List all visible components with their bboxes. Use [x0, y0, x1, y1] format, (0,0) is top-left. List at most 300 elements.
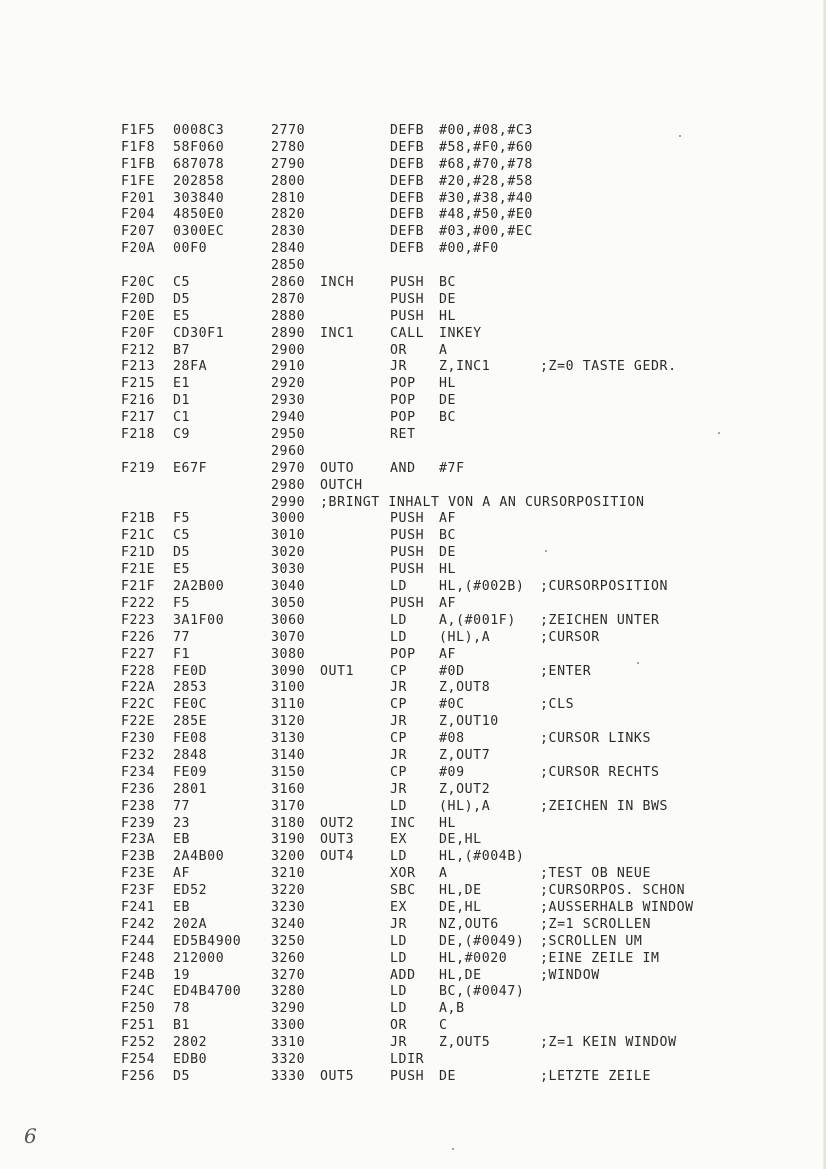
listing-row: [121, 1069, 731, 1086]
listing-row: [121, 1052, 731, 1069]
operands: #09: [439, 764, 465, 780]
mnemonic: DEFB: [390, 224, 425, 240]
operands: (HL),A: [439, 629, 491, 645]
hex-code: 303840: [173, 190, 225, 206]
operands: BC: [439, 528, 457, 544]
hex-code: E5: [173, 308, 191, 324]
line-number: 2950: [271, 427, 306, 443]
listing-row: [121, 866, 731, 883]
line-number: 2890: [271, 325, 306, 341]
address: F23F: [121, 883, 156, 899]
operands: INKEY: [439, 325, 482, 341]
line-number: 2810: [271, 190, 306, 206]
hex-code: 2A2B00: [173, 579, 225, 595]
mnemonic: LD: [390, 849, 408, 865]
line-number: 3160: [271, 781, 306, 797]
listing-row: [121, 461, 731, 478]
mnemonic: PUSH: [390, 562, 425, 578]
mnemonic: POP: [390, 410, 416, 426]
mnemonic: DEFB: [390, 139, 425, 155]
address: F215: [121, 376, 156, 392]
line-number: 3010: [271, 528, 306, 544]
listing-row: [121, 731, 731, 748]
operands: HL,(#002B): [439, 579, 525, 595]
listing-row: [121, 647, 731, 664]
operands: #0C: [439, 697, 465, 713]
mnemonic: LD: [390, 798, 408, 814]
address: F239: [121, 815, 156, 831]
address: F207: [121, 224, 156, 240]
hex-code: C5: [173, 528, 191, 544]
mnemonic: LD: [390, 984, 408, 1000]
line-number: 3130: [271, 731, 306, 747]
line-number: 3070: [271, 629, 306, 645]
line-number: 3120: [271, 714, 306, 730]
line-number: 3080: [271, 646, 306, 662]
address: F232: [121, 747, 156, 763]
line-number: 3250: [271, 933, 306, 949]
listing-row: [121, 782, 731, 799]
comment: ;Z=1 SCROLLEN: [540, 916, 652, 932]
line-number: 3240: [271, 916, 306, 932]
line-number: 2820: [271, 207, 306, 223]
operands: DE: [439, 291, 457, 307]
line-number: 3110: [271, 697, 306, 713]
listing-row: [121, 917, 731, 934]
mnemonic: OR: [390, 1018, 408, 1034]
listing-row: [121, 174, 731, 191]
address: F230: [121, 731, 156, 747]
hex-code: E67F: [173, 460, 208, 476]
address: F212: [121, 342, 156, 358]
assembler-listing: [121, 123, 731, 1086]
mnemonic: JR: [390, 714, 408, 730]
listing-row: [121, 883, 731, 900]
address: F241: [121, 899, 156, 915]
hex-code: ED52: [173, 883, 208, 899]
operands: Z,INC1: [439, 359, 491, 375]
listing-row: [121, 832, 731, 849]
mnemonic: PUSH: [390, 1068, 425, 1084]
address: F223: [121, 612, 156, 628]
hex-code: 4850E0: [173, 207, 225, 223]
mnemonic: LD: [390, 579, 408, 595]
listing-row: [121, 545, 731, 562]
listing-row: [121, 376, 731, 393]
mnemonic: PUSH: [390, 308, 425, 324]
comment: ;Z=0 TASTE GEDR.: [540, 359, 677, 375]
line-number: 3290: [271, 1001, 306, 1017]
operands: DE: [439, 545, 457, 561]
listing-row: [121, 292, 731, 309]
listing-row: [121, 275, 731, 292]
label: INC1: [320, 325, 355, 341]
hex-code: 19: [173, 967, 191, 983]
address: F21E: [121, 562, 156, 578]
hex-code: 58F060: [173, 139, 225, 155]
mnemonic: LD: [390, 612, 408, 628]
operands: #30,#38,#40: [439, 190, 533, 206]
hex-code: 28FA: [173, 359, 208, 375]
listing-row: [121, 680, 731, 697]
line-number: 3190: [271, 832, 306, 848]
mnemonic: DEFB: [390, 207, 425, 223]
address: F251: [121, 1018, 156, 1034]
operands: A,B: [439, 1001, 465, 1017]
comment: ;CURSORPOS. SCHON: [540, 883, 686, 899]
line-number: 2840: [271, 241, 306, 257]
mnemonic: PUSH: [390, 528, 425, 544]
address: F1FB: [121, 156, 156, 172]
address: F22C: [121, 697, 156, 713]
hex-code: 77: [173, 629, 191, 645]
listing-row: [121, 207, 731, 224]
address: F23B: [121, 849, 156, 865]
operands: BC,(#0047): [439, 984, 525, 1000]
hex-code: D5: [173, 291, 191, 307]
listing-row: [121, 224, 731, 241]
listing-row: [121, 326, 731, 343]
line-number: 2850: [271, 258, 306, 274]
operands: HL: [439, 815, 457, 831]
line-number: 3230: [271, 899, 306, 915]
mnemonic: SBC: [390, 883, 416, 899]
listing-row: [121, 664, 731, 681]
operands: #00,#F0: [439, 241, 499, 257]
comment: ;WINDOW: [540, 967, 600, 983]
operands: #68,#70,#78: [439, 156, 533, 172]
listing-row: [121, 765, 731, 782]
operands: HL: [439, 562, 457, 578]
listing-row: [121, 984, 731, 1001]
line-number: 2790: [271, 156, 306, 172]
mnemonic: LD: [390, 1001, 408, 1017]
hex-code: 202858: [173, 173, 225, 189]
operands: HL,DE: [439, 883, 482, 899]
line-number: 3200: [271, 849, 306, 865]
address: F222: [121, 595, 156, 611]
line-number: 3100: [271, 680, 306, 696]
address: F216: [121, 393, 156, 409]
operands: DE: [439, 1068, 457, 1084]
line-number: 2900: [271, 342, 306, 358]
comment: ;AUSSERHALB WINDOW: [540, 899, 694, 915]
hex-code: E1: [173, 376, 191, 392]
line-number: 2860: [271, 275, 306, 291]
line-number: 3180: [271, 815, 306, 831]
mnemonic: CP: [390, 697, 408, 713]
comment: ;ZEICHEN IN BWS: [540, 798, 669, 814]
hex-code: CD30F1: [173, 325, 225, 341]
hex-code: 212000: [173, 950, 225, 966]
mnemonic: POP: [390, 646, 416, 662]
operands: HL,(#004B): [439, 849, 525, 865]
hex-code: 285E: [173, 714, 208, 730]
comment: ;CURSOR RECHTS: [540, 764, 660, 780]
listing-row: [121, 816, 731, 833]
line-number: 3060: [271, 612, 306, 628]
mnemonic: DEFB: [390, 123, 425, 138]
mnemonic: LD: [390, 629, 408, 645]
listing-row: [121, 410, 731, 427]
hex-code: 3A1F00: [173, 612, 225, 628]
hex-code: B7: [173, 342, 191, 358]
address: F23A: [121, 832, 156, 848]
label: OUT4: [320, 849, 355, 865]
comment: ;EINE ZEILE IM: [540, 950, 660, 966]
line-number: 2870: [271, 291, 306, 307]
listing-row: [121, 613, 731, 630]
mnemonic: PUSH: [390, 545, 425, 561]
mnemonic: POP: [390, 376, 416, 392]
address: F244: [121, 933, 156, 949]
operands: NZ,OUT6: [439, 916, 499, 932]
line-number: 2980: [271, 477, 306, 493]
line-number: 3150: [271, 764, 306, 780]
hex-code: 0300EC: [173, 224, 225, 240]
operands: A: [439, 866, 448, 882]
line-number: 3030: [271, 562, 306, 578]
hex-code: ED5B4900: [173, 933, 242, 949]
comment: ;CURSORPOSITION: [540, 579, 669, 595]
hex-code: D5: [173, 1068, 191, 1084]
address: F228: [121, 663, 156, 679]
address: F219: [121, 460, 156, 476]
mnemonic: JR: [390, 1035, 408, 1051]
line-number: 3210: [271, 866, 306, 882]
operands: HL,DE: [439, 967, 482, 983]
comment: ;ENTER: [540, 663, 592, 679]
listing-row: [121, 495, 731, 512]
line-number: 3320: [271, 1051, 306, 1067]
address: F217: [121, 410, 156, 426]
label: OUT3: [320, 832, 355, 848]
listing-row: [121, 427, 731, 444]
operands: A,(#001F): [439, 612, 516, 628]
operands: DE,HL: [439, 832, 482, 848]
operands: HL: [439, 376, 457, 392]
operands: #48,#50,#E0: [439, 207, 533, 223]
hex-code: FE08: [173, 731, 208, 747]
mnemonic: OR: [390, 342, 408, 358]
listing-row: [121, 697, 731, 714]
address: F1FE: [121, 173, 156, 189]
listing-row: [121, 968, 731, 985]
mnemonic: DEFB: [390, 156, 425, 172]
mnemonic: CP: [390, 731, 408, 747]
line-number: 2960: [271, 443, 306, 459]
listing-row: [121, 630, 731, 647]
mnemonic: LDIR: [390, 1051, 425, 1067]
mnemonic: DEFB: [390, 190, 425, 206]
listing-row: [121, 579, 731, 596]
address: F20F: [121, 325, 156, 341]
operands: Z,OUT10: [439, 714, 499, 730]
line-number: 3020: [271, 545, 306, 561]
listing-row: [121, 714, 731, 731]
listing-row: [121, 241, 731, 258]
operands: Z,OUT8: [439, 680, 491, 696]
address: F248: [121, 950, 156, 966]
label: OUTCH: [320, 477, 363, 493]
operands: #7F: [439, 460, 465, 476]
address: F20C: [121, 275, 156, 291]
line-number: 2990: [271, 494, 306, 510]
operands: BC: [439, 410, 457, 426]
hex-code: 687078: [173, 156, 225, 172]
line-number: 3090: [271, 663, 306, 679]
hex-code: EB: [173, 832, 191, 848]
line-number: 3260: [271, 950, 306, 966]
listing-row: [121, 849, 731, 866]
listing-row: [121, 1018, 731, 1035]
operands: AF: [439, 595, 457, 611]
mnemonic: PUSH: [390, 275, 425, 291]
listing-row: [121, 123, 731, 140]
operands: HL,#0020: [439, 950, 508, 966]
mnemonic: EX: [390, 832, 408, 848]
address: F250: [121, 1001, 156, 1017]
line-number: 3330: [271, 1068, 306, 1084]
paper-speck: [679, 135, 681, 137]
listing-row: [121, 799, 731, 816]
address: F242: [121, 916, 156, 932]
mnemonic: JR: [390, 747, 408, 763]
listing-row: [121, 359, 731, 376]
paper-speck: [718, 432, 720, 434]
listing-row: [121, 748, 731, 765]
comment: ;Z=1 KEIN WINDOW: [540, 1035, 677, 1051]
line-number: 3300: [271, 1018, 306, 1034]
hex-code: C9: [173, 427, 191, 443]
listing-row: [121, 258, 731, 275]
paper-speck: [545, 550, 547, 552]
hex-code: EB: [173, 899, 191, 915]
page-number: 6: [24, 1124, 37, 1148]
address: F24B: [121, 967, 156, 983]
comment: ;CURSOR LINKS: [540, 731, 652, 747]
operands: BC: [439, 275, 457, 291]
listing-row: [121, 1035, 731, 1052]
operands: Z,OUT2: [439, 781, 491, 797]
operands: DE,HL: [439, 899, 482, 915]
operands: AF: [439, 646, 457, 662]
operands: #20,#28,#58: [439, 173, 533, 189]
line-number: 2910: [271, 359, 306, 375]
listing-row: [121, 140, 731, 157]
address: F234: [121, 764, 156, 780]
mnemonic: JR: [390, 680, 408, 696]
address: F1F8: [121, 139, 156, 155]
hex-code: B1: [173, 1018, 191, 1034]
comment-line: ;BRINGT INHALT VON A AN CURSORPOSITION: [320, 494, 645, 510]
mnemonic: PUSH: [390, 291, 425, 307]
operands: DE,(#0049): [439, 933, 525, 949]
hex-code: 2853: [173, 680, 208, 696]
listing-row: [121, 309, 731, 326]
mnemonic: LD: [390, 933, 408, 949]
mnemonic: CP: [390, 663, 408, 679]
line-number: 2880: [271, 308, 306, 324]
operands: #03,#00,#EC: [439, 224, 533, 240]
comment: ;TEST OB NEUE: [540, 866, 652, 882]
hex-code: 78: [173, 1001, 191, 1017]
label: INCH: [320, 275, 355, 291]
mnemonic: JR: [390, 916, 408, 932]
hex-code: F1: [173, 646, 191, 662]
mnemonic: POP: [390, 393, 416, 409]
comment: ;ZEICHEN UNTER: [540, 612, 660, 628]
line-number: 3310: [271, 1035, 306, 1051]
address: F204: [121, 207, 156, 223]
operands: #08: [439, 731, 465, 747]
operands: #00,#08,#C3: [439, 123, 533, 138]
paper-speck: [452, 1148, 454, 1150]
line-number: 2970: [271, 460, 306, 476]
line-number: 2770: [271, 123, 306, 138]
operands: HL: [439, 308, 457, 324]
hex-code: 2802: [173, 1035, 208, 1051]
hex-code: FE09: [173, 764, 208, 780]
mnemonic: CP: [390, 764, 408, 780]
listing-row: [121, 511, 731, 528]
listing-row: [121, 343, 731, 360]
hex-code: 00F0: [173, 241, 208, 257]
listing-row: [121, 562, 731, 579]
hex-code: FE0D: [173, 663, 208, 679]
listing-row: [121, 528, 731, 545]
address: F21B: [121, 511, 156, 527]
label: OUTO: [320, 460, 355, 476]
line-number: 2800: [271, 173, 306, 189]
hex-code: 23: [173, 815, 191, 831]
operands: #58,#F0,#60: [439, 139, 533, 155]
hex-code: 0008C3: [173, 123, 225, 138]
comment: ;LETZTE ZEILE: [540, 1068, 652, 1084]
line-number: 3140: [271, 747, 306, 763]
line-number: 3050: [271, 595, 306, 611]
line-number: 3270: [271, 967, 306, 983]
mnemonic: LD: [390, 950, 408, 966]
address: F236: [121, 781, 156, 797]
address: F201: [121, 190, 156, 206]
operands: DE: [439, 393, 457, 409]
address: F23E: [121, 866, 156, 882]
listing-row: [121, 1001, 731, 1018]
mnemonic: AND: [390, 460, 416, 476]
address: F20D: [121, 291, 156, 307]
hex-code: FE0C: [173, 697, 208, 713]
mnemonic: DEFB: [390, 241, 425, 257]
mnemonic: INC: [390, 815, 416, 831]
comment: ;CLS: [540, 697, 575, 713]
mnemonic: ADD: [390, 967, 416, 983]
comment: ;SCROLLEN UM: [540, 933, 643, 949]
hex-code: C5: [173, 275, 191, 291]
hex-code: 77: [173, 798, 191, 814]
listing-row: [121, 934, 731, 951]
line-number: 3280: [271, 984, 306, 1000]
hex-code: AF: [173, 866, 191, 882]
address: F22A: [121, 680, 156, 696]
listing-row: [121, 596, 731, 613]
line-number: 2830: [271, 224, 306, 240]
hex-code: F5: [173, 595, 191, 611]
line-number: 3220: [271, 883, 306, 899]
mnemonic: JR: [390, 359, 408, 375]
address: F21F: [121, 579, 156, 595]
address: F20A: [121, 241, 156, 257]
